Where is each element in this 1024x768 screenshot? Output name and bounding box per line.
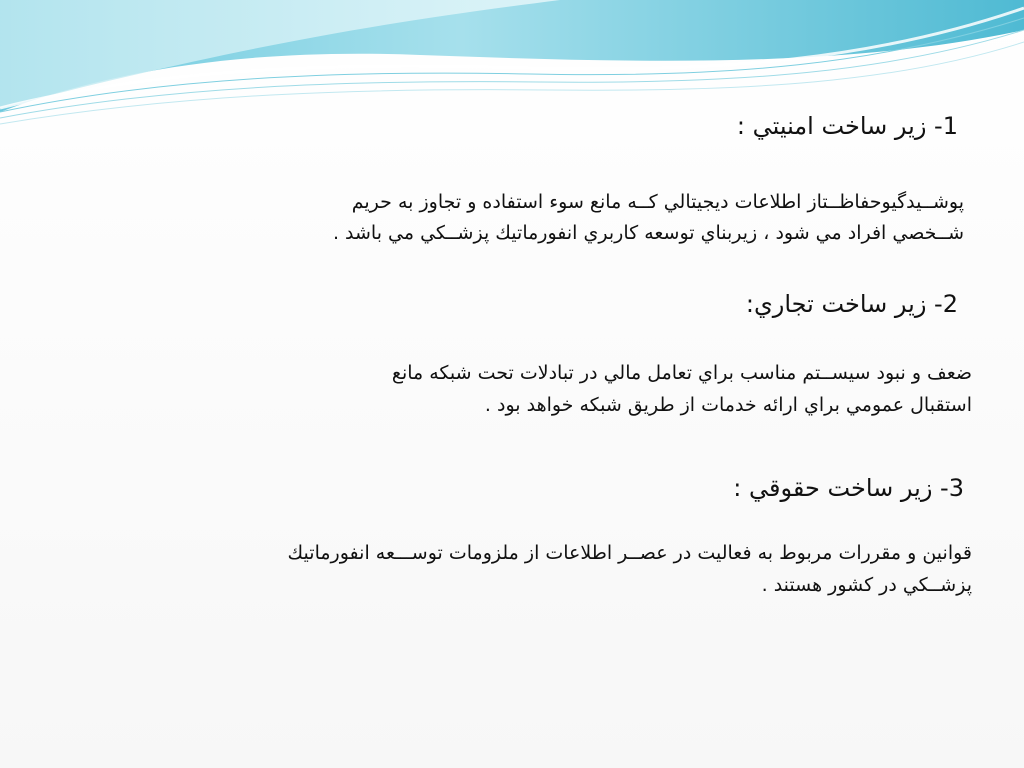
section-text-line: ضعف و نبود سيســتم مناسب براي تعامل مالي در تبادلات تحت شبكه مانع bbox=[391, 362, 972, 384]
section-heading-commercial: 2- زير ساخت تجاري: bbox=[745, 290, 958, 318]
section-text-line: قوانين و مقررات مربوط به فعاليت در عصــر اطلاعات از ملزومات توســـعه انفورماتيك bbox=[287, 542, 972, 564]
section-text-line: شــخصي افراد مي شود ، زيربناي توسعه كاربري انفورماتيك پزشــكي مي باشد . bbox=[332, 222, 964, 244]
section-text-line: پوشــيدگيوحفاظــتاز اطلاعات ديجيتالي كــه مانع سوء استفاده و تجاوز به حريم bbox=[351, 191, 964, 213]
section-text-line: استقبال عمومي براي ارائه خدمات از طريق شبكه خواهد بود . bbox=[484, 394, 972, 416]
section-heading-security: 1- زير ساخت امنيتي : bbox=[736, 112, 958, 140]
section-text-line: پزشــكي در كشور هستند . bbox=[761, 574, 972, 596]
section-heading-legal: 3- زير ساخت حقوقي : bbox=[733, 474, 964, 502]
